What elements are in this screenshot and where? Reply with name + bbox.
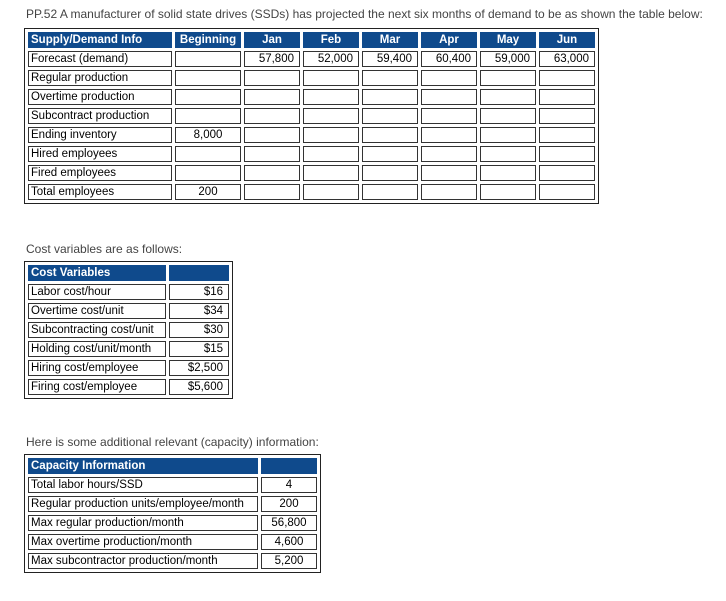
capacity-label: Total labor hours/SSD <box>28 477 258 493</box>
capacity-label: Max regular production/month <box>28 515 258 531</box>
row-label: Ending inventory <box>28 127 172 143</box>
capacity-value: 4,600 <box>261 534 317 550</box>
cost-label: Labor cost/hour <box>28 284 166 300</box>
beginning-cell[interactable] <box>175 108 241 124</box>
month-cell[interactable] <box>244 70 300 86</box>
month-cell[interactable] <box>480 146 536 162</box>
row-label: Forecast (demand) <box>28 51 172 67</box>
month-cell: 60,400 <box>421 51 477 67</box>
month-cell[interactable] <box>539 89 595 105</box>
month-cell[interactable] <box>362 184 418 200</box>
capacity-info-table <box>24 454 321 573</box>
header-capacity-information: Capacity Information <box>28 458 258 474</box>
cost-label: Holding cost/unit/month <box>28 341 166 357</box>
capacity-header-row <box>28 458 317 474</box>
cost-row <box>28 379 229 395</box>
beginning-cell: 200 <box>175 184 241 200</box>
capacity-value: 4 <box>261 477 317 493</box>
month-cell[interactable] <box>539 127 595 143</box>
month-cell[interactable] <box>303 184 359 200</box>
beginning-cell: 8,000 <box>175 127 241 143</box>
month-cell[interactable] <box>362 165 418 181</box>
month-cell[interactable] <box>480 165 536 181</box>
cost-label: Firing cost/employee <box>28 379 166 395</box>
row-label: Subcontract production <box>28 108 172 124</box>
header-apr: Apr <box>421 32 477 48</box>
capacity-row <box>28 553 317 569</box>
cost-value: $2,500 <box>169 360 229 376</box>
cost-variables-table <box>24 261 233 399</box>
header-capacity-value <box>261 458 317 474</box>
capacity-value: 5,200 <box>261 553 317 569</box>
capacity-label: Max overtime production/month <box>28 534 258 550</box>
capacity-value: 200 <box>261 496 317 512</box>
month-cell[interactable] <box>421 89 477 105</box>
month-cell: 59,000 <box>480 51 536 67</box>
month-cell[interactable] <box>303 146 359 162</box>
supply-demand-table <box>24 28 599 204</box>
header-jan: Jan <box>244 32 300 48</box>
month-cell[interactable] <box>303 127 359 143</box>
month-cell[interactable] <box>362 127 418 143</box>
row-label: Hired employees <box>28 146 172 162</box>
cost-note: Cost variables are as follows: <box>26 242 183 256</box>
capacity-value: 56,800 <box>261 515 317 531</box>
month-cell: 63,000 <box>539 51 595 67</box>
cost-value: $34 <box>169 303 229 319</box>
header-may: May <box>480 32 536 48</box>
month-cell[interactable] <box>480 127 536 143</box>
month-cell: 57,800 <box>244 51 300 67</box>
cost-table-body <box>28 284 229 395</box>
row-label: Overtime production <box>28 89 172 105</box>
header-beginning: Beginning <box>175 32 241 48</box>
cost-value: $30 <box>169 322 229 338</box>
capacity-row <box>28 496 317 512</box>
month-cell[interactable] <box>539 184 595 200</box>
month-cell[interactable] <box>244 146 300 162</box>
cost-value: $16 <box>169 284 229 300</box>
month-cell[interactable] <box>539 146 595 162</box>
month-cell[interactable] <box>362 89 418 105</box>
supply-row <box>28 51 595 67</box>
row-label: Regular production <box>28 70 172 86</box>
beginning-cell[interactable] <box>175 146 241 162</box>
month-cell[interactable] <box>244 184 300 200</box>
header-supply-demand-info: Supply/Demand Info <box>28 32 172 48</box>
supply-row <box>28 127 595 143</box>
cost-header-row <box>28 265 229 281</box>
row-label: Fired employees <box>28 165 172 181</box>
month-cell[interactable] <box>421 165 477 181</box>
capacity-row <box>28 477 317 493</box>
month-cell[interactable] <box>244 127 300 143</box>
problem-intro: PP.52 A manufacturer of solid state drives (SSDs) has projected the next six months of demand to be as shown the table below: <box>26 7 703 21</box>
month-cell[interactable] <box>303 89 359 105</box>
month-cell[interactable] <box>362 108 418 124</box>
month-cell[interactable] <box>244 108 300 124</box>
supply-row <box>28 184 595 200</box>
month-cell[interactable] <box>421 108 477 124</box>
beginning-cell[interactable] <box>175 51 241 67</box>
capacity-note: Here is some additional relevant (capacity) information: <box>26 435 319 449</box>
month-cell[interactable] <box>480 108 536 124</box>
month-cell[interactable] <box>244 89 300 105</box>
cost-label: Hiring cost/employee <box>28 360 166 376</box>
capacity-label: Regular production units/employee/month <box>28 496 258 512</box>
header-feb: Feb <box>303 32 359 48</box>
month-cell[interactable] <box>362 70 418 86</box>
capacity-row <box>28 534 317 550</box>
month-cell[interactable] <box>421 184 477 200</box>
capacity-row <box>28 515 317 531</box>
cost-row <box>28 341 229 357</box>
header-mar: Mar <box>362 32 418 48</box>
month-cell[interactable] <box>421 127 477 143</box>
month-cell[interactable] <box>421 146 477 162</box>
supply-row <box>28 108 595 124</box>
month-cell[interactable] <box>539 70 595 86</box>
month-cell[interactable] <box>539 165 595 181</box>
cost-label: Subcontracting cost/unit <box>28 322 166 338</box>
cost-label: Overtime cost/unit <box>28 303 166 319</box>
supply-row <box>28 165 595 181</box>
beginning-cell[interactable] <box>175 165 241 181</box>
month-cell[interactable] <box>421 70 477 86</box>
cost-row <box>28 303 229 319</box>
beginning-cell[interactable] <box>175 89 241 105</box>
row-label: Total employees <box>28 184 172 200</box>
supply-row <box>28 146 595 162</box>
cost-value: $15 <box>169 341 229 357</box>
month-cell[interactable] <box>362 146 418 162</box>
month-cell: 59,400 <box>362 51 418 67</box>
month-cell[interactable] <box>303 70 359 86</box>
cost-value: $5,600 <box>169 379 229 395</box>
capacity-table-body <box>28 477 317 569</box>
header-jun: Jun <box>539 32 595 48</box>
month-cell: 52,000 <box>303 51 359 67</box>
header-cost-value <box>169 265 229 281</box>
supply-row <box>28 70 595 86</box>
supply-table-body <box>28 51 595 200</box>
month-cell[interactable] <box>480 70 536 86</box>
month-cell[interactable] <box>303 108 359 124</box>
month-cell[interactable] <box>480 184 536 200</box>
supply-row <box>28 89 595 105</box>
cost-row <box>28 360 229 376</box>
month-cell[interactable] <box>303 165 359 181</box>
header-cost-variables: Cost Variables <box>28 265 166 281</box>
capacity-label: Max subcontractor production/month <box>28 553 258 569</box>
cost-row <box>28 322 229 338</box>
cost-row <box>28 284 229 300</box>
month-cell[interactable] <box>539 108 595 124</box>
month-cell[interactable] <box>244 165 300 181</box>
supply-header-row <box>28 32 595 48</box>
beginning-cell[interactable] <box>175 70 241 86</box>
month-cell[interactable] <box>480 89 536 105</box>
